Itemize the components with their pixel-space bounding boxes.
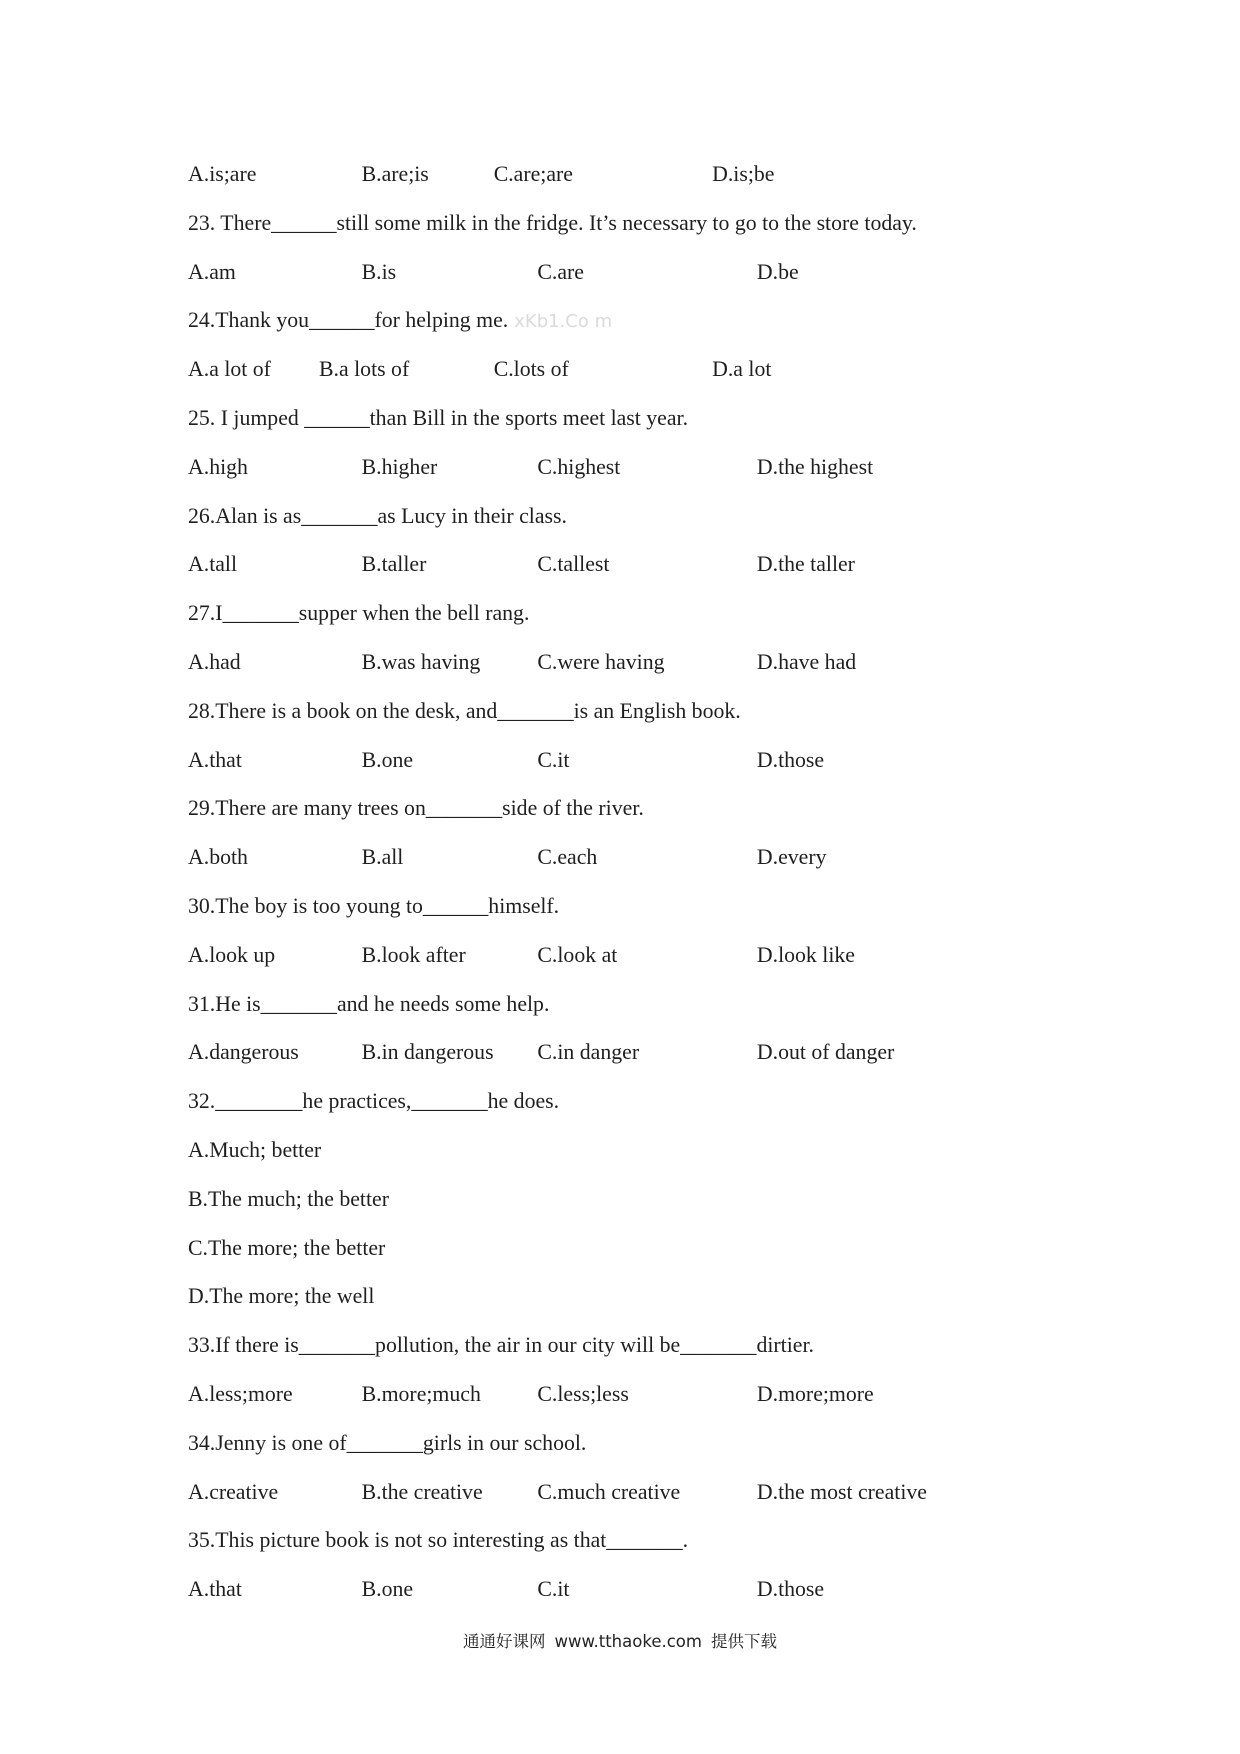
option-a: A.look up xyxy=(188,942,276,967)
option-c: C.are;are xyxy=(493,162,573,186)
page-footer xyxy=(0,1628,1240,1656)
option-b: B.in dangerous xyxy=(361,1040,494,1065)
option-b: B.look after xyxy=(361,942,466,967)
carry-over-options-row xyxy=(188,150,1088,199)
option-c: C.it xyxy=(537,1577,570,1602)
option-d: D.those xyxy=(756,1577,825,1602)
option-c: C.highest xyxy=(537,454,621,479)
option-a: A.both xyxy=(188,845,248,870)
question-33-options-row xyxy=(188,1370,1088,1419)
option-b: B.all xyxy=(361,845,404,870)
question-32-option-b: B.The much; the better xyxy=(188,1186,389,1211)
question-32-option-c: C.The more; the better xyxy=(188,1235,386,1260)
option-d: D.more;more xyxy=(756,1381,874,1406)
option-d: D.have had xyxy=(756,649,857,674)
option-b: B.was having xyxy=(361,649,481,674)
question-25-stem: 25. I jumped ______than Bill in the sports meet last year. xyxy=(188,405,689,430)
option-d: D.be xyxy=(756,259,799,284)
question-35-stem: 35.This picture book is not so interesting as that_______. xyxy=(188,1528,689,1553)
option-a: A.am xyxy=(188,259,236,284)
option-a: A.tall xyxy=(188,552,238,577)
footer-site-name: 通通好课网 xyxy=(463,1632,546,1651)
question-34-options-row xyxy=(188,1468,1088,1517)
question-32-stem: 32.________he practices,_______he does. xyxy=(188,1089,560,1114)
question-35-options-row xyxy=(188,1565,1088,1614)
option-d: D.a lot xyxy=(712,357,772,382)
footer-url: www.tthaoke.com xyxy=(554,1632,702,1651)
question-29-options-row xyxy=(188,833,1088,882)
question-25-options-row xyxy=(188,443,1088,492)
option-b: B.more;much xyxy=(361,1381,481,1406)
option-b: B.one xyxy=(361,1577,414,1602)
option-c: C.tallest xyxy=(537,552,610,577)
option-d: D.the highest xyxy=(756,454,874,479)
option-d: D.those xyxy=(756,747,825,772)
option-c: C.in danger xyxy=(537,1040,640,1065)
option-d: D.the taller xyxy=(756,552,855,577)
question-31-stem: 31.He is_______and he needs some help. xyxy=(188,991,550,1016)
option-c: C.it xyxy=(537,747,570,772)
question-34-stem: 34.Jenny is one of_______girls in our school. xyxy=(188,1430,587,1455)
option-a: A.had xyxy=(188,649,241,674)
question-23-options-row xyxy=(188,248,1088,297)
option-c: C.less;less xyxy=(537,1381,629,1406)
option-a: A.high xyxy=(188,454,248,479)
question-27-stem: 27.I_______supper when the bell rang. xyxy=(188,601,530,626)
option-a: A.that xyxy=(188,747,242,772)
option-b: B.are;is xyxy=(361,162,429,186)
option-d: D.out of danger xyxy=(756,1040,895,1065)
footer-suffix: 提供下载 xyxy=(710,1632,777,1651)
question-32-option-a: A.Much; better xyxy=(188,1137,322,1162)
option-a: A.a lot of xyxy=(188,357,271,382)
question-33-stem: 33.If there is_______pollution, the air in our city will be_______dirtier. xyxy=(188,1333,814,1358)
question-23-stem: 23. There______still some milk in the fridge. It’s necessary to go to the store today. xyxy=(188,210,917,235)
option-a: A.creative xyxy=(188,1479,279,1504)
question-24-stem: 24.Thank you______for helping me. xyxy=(188,308,509,333)
option-a: A.dangerous xyxy=(188,1040,299,1065)
option-c: C.look at xyxy=(537,942,618,967)
question-31-options-row xyxy=(188,1028,1088,1077)
option-d: D.every xyxy=(756,845,827,870)
question-24-options-row xyxy=(188,345,1088,394)
option-b: B.one xyxy=(361,747,414,772)
question-list xyxy=(188,150,1088,1614)
option-b: B.taller xyxy=(361,552,427,577)
option-c: C.were having xyxy=(537,649,665,674)
question-24-stem-line xyxy=(188,296,1088,345)
question-29-stem: 29.There are many trees on_______side of the river. xyxy=(188,796,644,821)
option-b: B.a lots of xyxy=(319,357,410,382)
option-b: B.the creative xyxy=(361,1479,483,1504)
option-b: B.is xyxy=(361,259,397,284)
option-c: C.are xyxy=(537,259,584,284)
option-a: A.is;are xyxy=(188,162,257,186)
option-a: A.less;more xyxy=(188,1381,293,1406)
question-30-stem: 30.The boy is too young to______himself. xyxy=(188,893,560,918)
option-c: C.much creative xyxy=(537,1479,681,1504)
question-26-options-row xyxy=(188,540,1088,589)
option-d: D.is;be xyxy=(712,162,775,186)
option-b: B.higher xyxy=(361,454,438,479)
watermark-text: xKb1.Co m xyxy=(514,311,613,333)
option-d: D.the most creative xyxy=(756,1479,927,1504)
option-d: D.look like xyxy=(756,942,855,967)
question-26-stem: 26.Alan is as_______as Lucy in their class. xyxy=(188,503,567,528)
question-28-stem: 28.There is a book on the desk, and_______is an English book. xyxy=(188,698,741,723)
question-28-options-row xyxy=(188,736,1088,785)
option-a: A.that xyxy=(188,1577,242,1602)
question-27-options-row xyxy=(188,638,1088,687)
option-c: C.lots of xyxy=(493,357,569,382)
question-30-options-row xyxy=(188,931,1088,980)
option-c: C.each xyxy=(537,845,598,870)
question-32-option-d: D.The more; the well xyxy=(188,1284,375,1309)
